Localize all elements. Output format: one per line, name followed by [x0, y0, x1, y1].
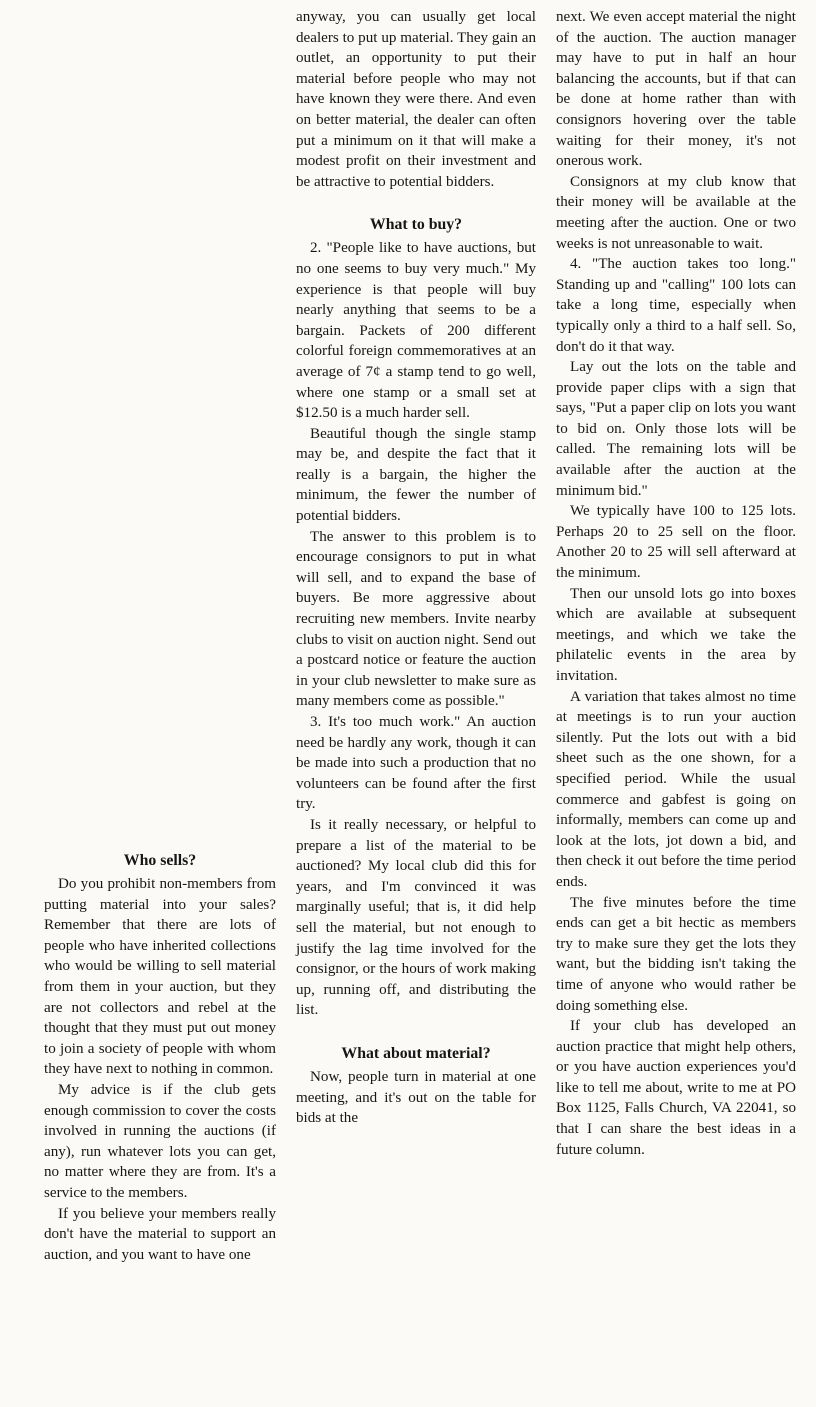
- paragraph: If your club has developed an auction practice that might help others, or you have auction experiences you'd like to tell me about, write to me at PO Box 1125, Falls Church, VA 22041, so that I can share the best ideas in a future column.: [556, 1018, 796, 1158]
- paragraph: Then our unsold lots go into boxes which are available at subsequent meetings, and which we take the philatelic events in the area by invitation.: [556, 585, 796, 684]
- paragraph: Beautiful though the single stamp may be, and despite the fact that it really is a bargain, the higher the minimum, the fewer the number of potential bidders.: [296, 425, 536, 525]
- column-3: [556, 7, 796, 1160]
- heading-what-about-material: What about material?: [341, 1044, 491, 1062]
- column-1: [44, 850, 276, 1265]
- heading-who-sells: Who sells?: [123, 852, 197, 869]
- paragraph: My advice is if the club gets enough commission to cover the costs involved in running the auctions (if any), run whatever lots you can get, no matter where they are from. It's a service to the members.: [44, 1081, 276, 1201]
- heading-what-to-buy: What to buy?: [369, 216, 463, 234]
- paragraph: We typically have 100 to 125 lots. Perhaps 20 to 25 sell on the floor. Another 20 to 25 will sell afterward at the minimum.: [556, 503, 796, 582]
- paragraph: Consignors at my club know that their money will be available at the meeting after the auction. One or two weeks is not unreasonable to wait.: [556, 173, 796, 252]
- paragraph: 3. It's too much work." An auction need be hardly any work, though it can be made into such a production that no volunteers can be found after the first try.: [296, 714, 536, 813]
- paragraph: 2. "People like to have auctions, but no one seems to buy very much." My experience is that people will buy nearly anything that seems to be a bargain. Packets of 200 different colorful foreign commemoratives at an average of 7¢ a stamp tend to go well, where one stamp or a small set at $12.50 is a much harder sell.: [296, 240, 536, 422]
- paragraph: If you believe your members really don't have the material to support an auction, and you want to have one: [44, 1205, 276, 1263]
- paragraph-continued: next. We even accept material the night of the auction. The auction manager may have to put in half an hour balancing the accounts, but if that can be done at home rather than with consignors hovering over the table waiting for their money, it's not onerous work.: [556, 9, 796, 170]
- paragraph: 4. "The auction takes too long." Standing up and "calling" 100 lots can take a long time, especially when typically only a third to a half sell. So, don't do it that way.: [556, 256, 796, 355]
- paragraph-continued: anyway, you can usually get local dealers to put up material. They gain an outlet, an opportunity to put their material before people who may not have known they were there. And even on better material, the dealer can often put a minimum on it that will make a modest profit on their investment and be attractive to potential bidders.: [296, 9, 536, 190]
- paragraph: Now, people turn in material at one meeting, and it's out on the table for bids at the: [296, 1068, 536, 1127]
- paragraph: Is it really necessary, or helpful to prepare a list of the material to be auctioned? My local club did this for years, and I'm convinced it was marginally useful; that is, it did help sell the material, but not enough to justify the lag time involved for the consignor, or the hours of work making up, running off, and distributing the list.: [296, 816, 536, 1019]
- paragraph: The answer to this problem is to encourage consignors to put in what will sell, and to expand the base of buyers. Be more aggressive about recruiting new members. Invite nearby clubs to visit on auction night. Send out a postcard notice or feature the auction in your club newsletter to make sure as many members come as possible.": [296, 528, 536, 710]
- column-2: [296, 7, 536, 1129]
- paragraph: Lay out the lots on the table and provide paper clips with a sign that says, "Put a paper clip on lots you want to bid on. Only those lots will be called. The remaining lots will be available after the auction at the minimum bid.": [556, 359, 796, 499]
- paragraph: A variation that takes almost no time at meetings is to run your auction silently. Put the lots out with a bid sheet such as the one shown, for a specified period. While the usual commerce and gabfest is going on informally, members can come up and look at the lots, jot down a bid, and then check it out before the time period ends.: [556, 688, 796, 890]
- paragraph: Do you prohibit non-members from putting material into your sales? Remember that there are lots of people who have inherited collections who would be willing to sell material from them in your auction, but they are not collectors and rebel at the thought that they must put out money to join a society of people with whom they have next to nothing in common.: [44, 876, 276, 1078]
- paragraph: The five minutes before the time ends can get a bit hectic as members try to make sure they get the lots they want, but the bidding isn't taking the time of anyone who would rather be doing something else.: [556, 894, 796, 1014]
